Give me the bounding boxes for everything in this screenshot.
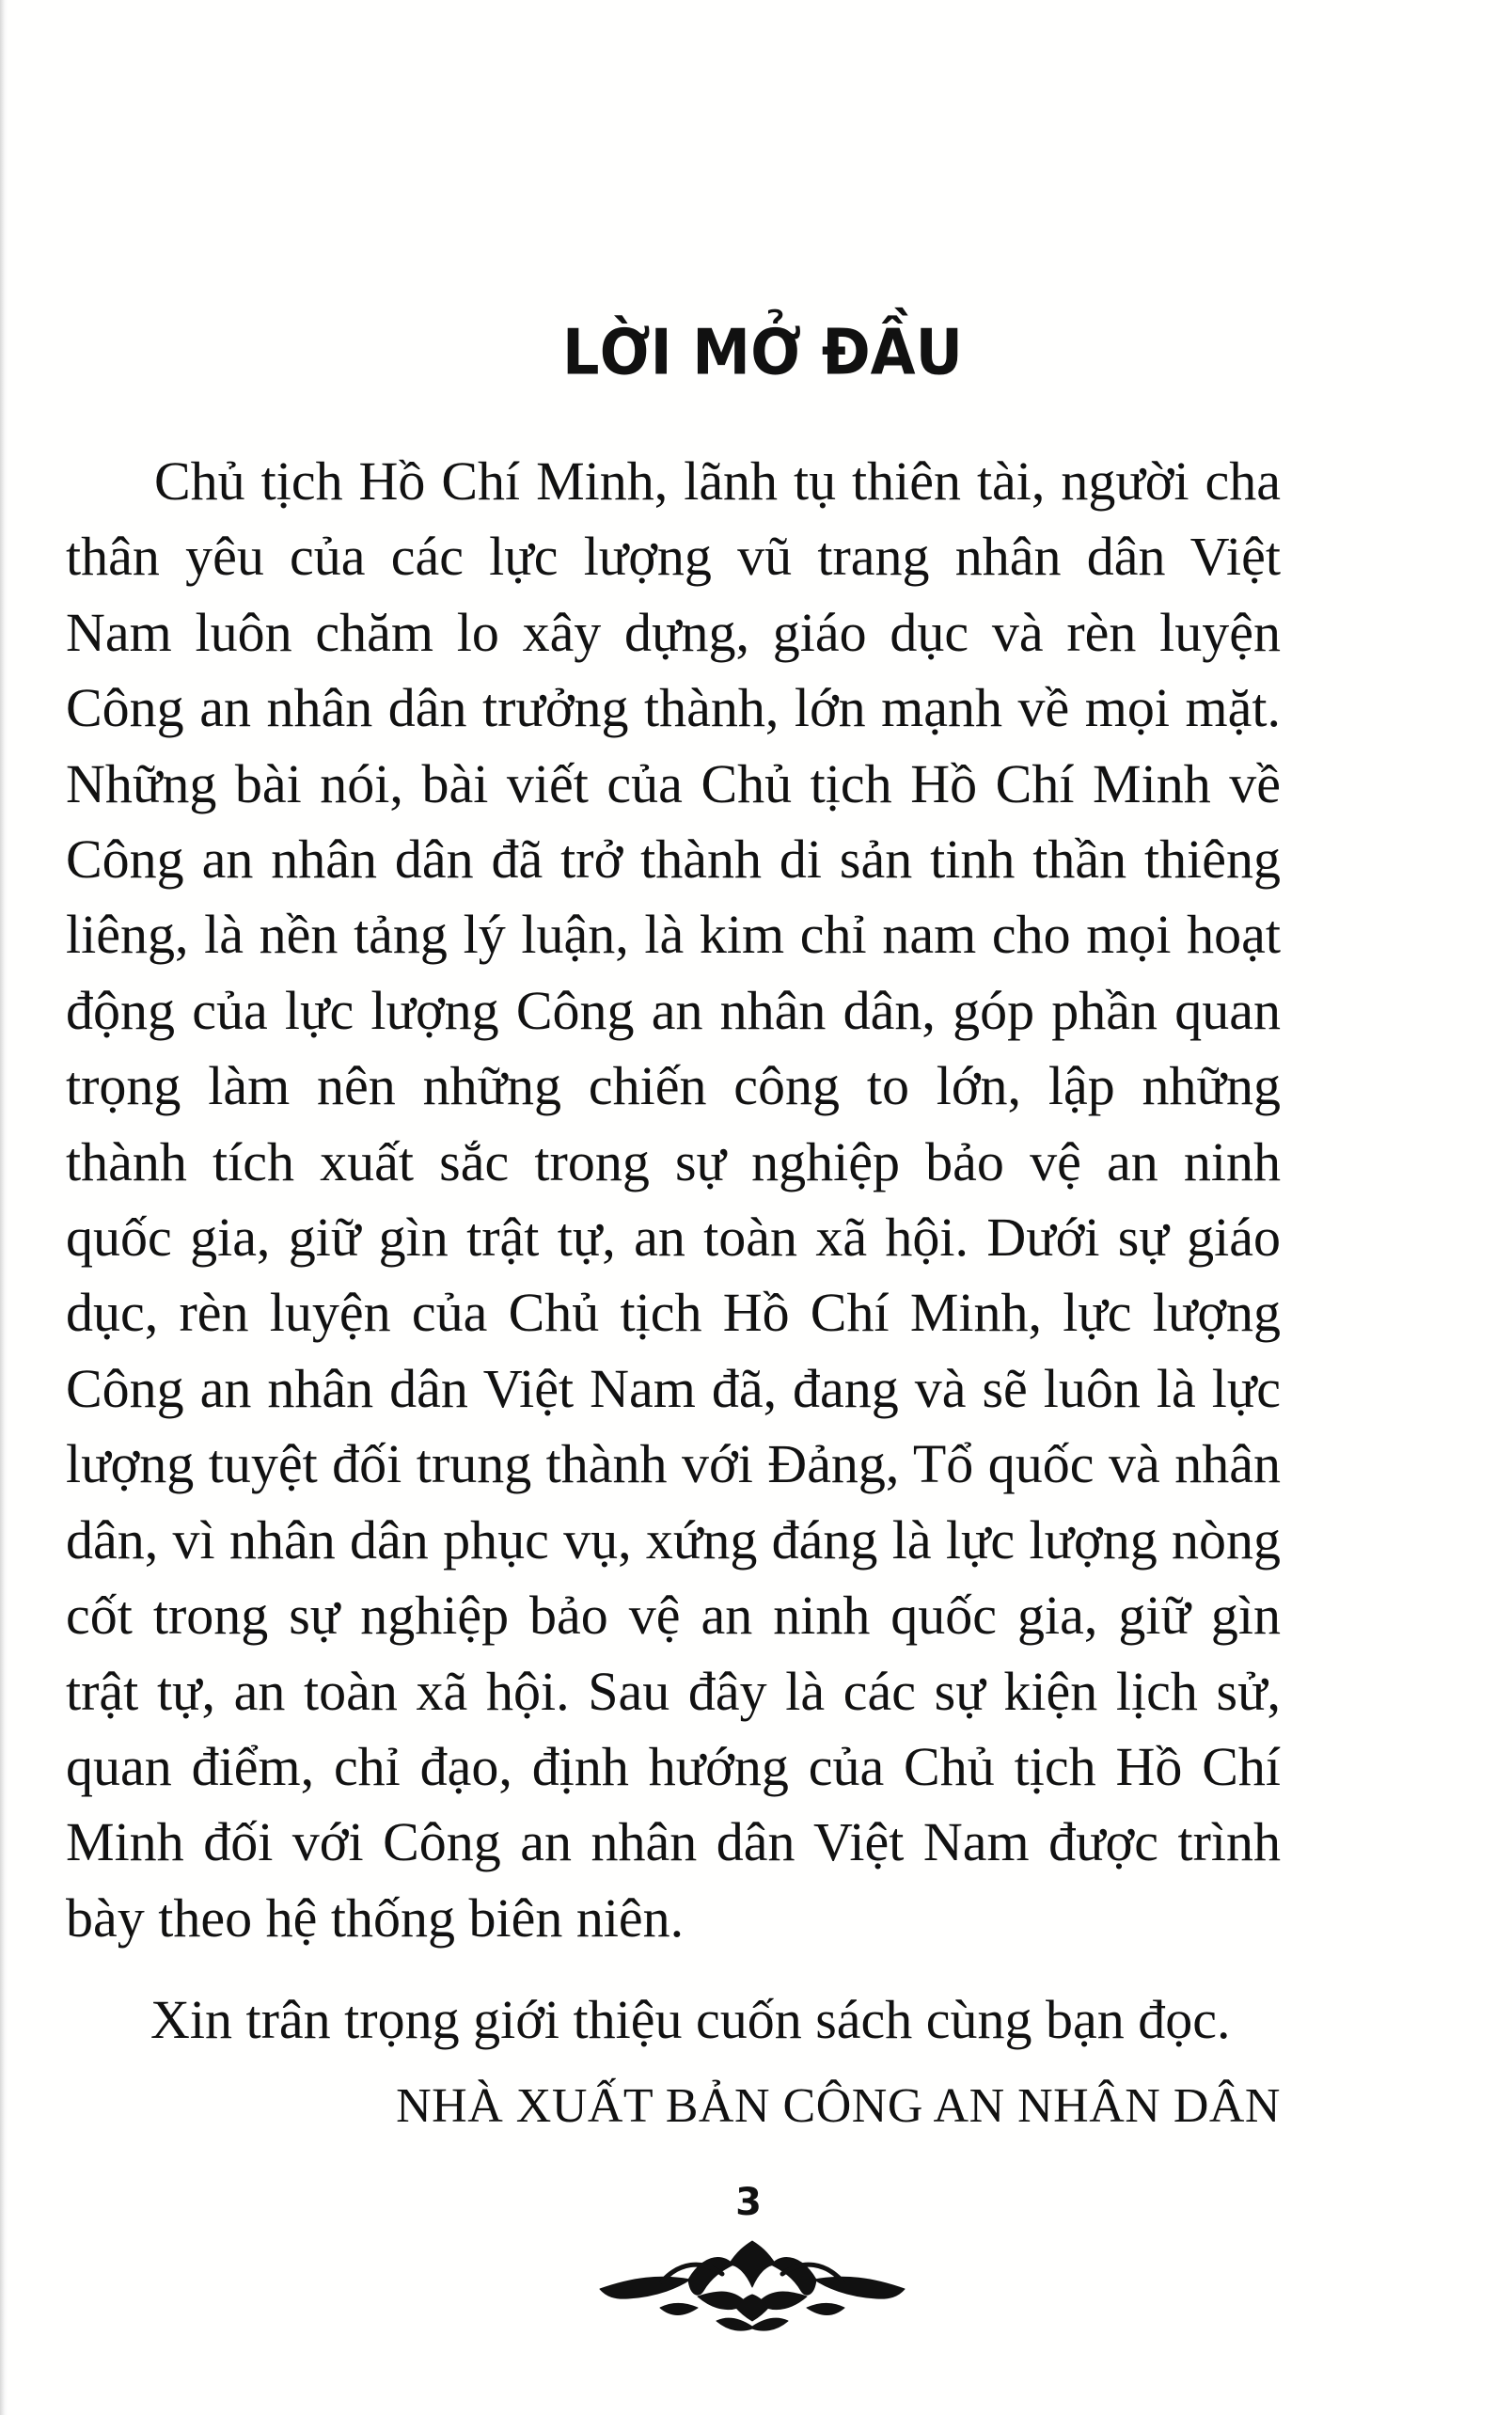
decorative-flourish-icon	[592, 2236, 912, 2334]
body-paragraph: Chủ tịch Hồ Chí Minh, lãnh tụ thiên tài, người cha thân yêu của các lực lượng vũ trang nhân dân Việt Nam luôn chăm lo xây dựng, giáo dục và rèn luyện Công an nhân dân trưởng thành, lớn mạnh về mọi mặt. Những bài nói, bài viết của Chủ tịch Hồ Chí Minh về Công an nhân dân đã trở thành di sản tinh thần thiêng liêng, là nền tảng lý luận, là kim chỉ nam cho mọi hoạt động của lực lượng Công an nhân dân, góp phần quan trọng làm nên những chiến công to lớn, lập những thành tích xuất sắc trong sự nghiệp bảo vệ an ninh quốc gia, giữ gìn trật tự, an toàn xã hội. Dưới sự giáo dục, rèn luyện của Chủ tịch Hồ Chí Minh, lực lượng Công an nhân dân Việt Nam đã, đang và sẽ luôn là lực lượng tuyệt đối trung thành với Đảng, Tổ quốc và nhân dân, vì nhân dân phục vụ, xứng đáng là lực lượng nòng cốt trong sự nghiệp bảo vệ an ninh quốc gia, giữ gìn trật tự, an toàn xã hội. Sau đây là các sự kiện lịch sử, quan điểm, chỉ đạo, định hướng của Chủ tịch Hồ Chí Minh đối với Công an nhân dân Việt Nam được trình bày theo hệ thống biên niên.	[66, 450, 1281, 1949]
page-title: LỜI MỞ ĐẦU	[561, 315, 964, 389]
closing-line: Xin trân trọng giới thiệu cuốn sách cùng bạn đọc.	[150, 1989, 1231, 2050]
publisher-signature: NHÀ XUẤT BẢN CÔNG AN NHÂN DÂN	[396, 2079, 1281, 2133]
page-number: 3	[735, 2181, 762, 2224]
